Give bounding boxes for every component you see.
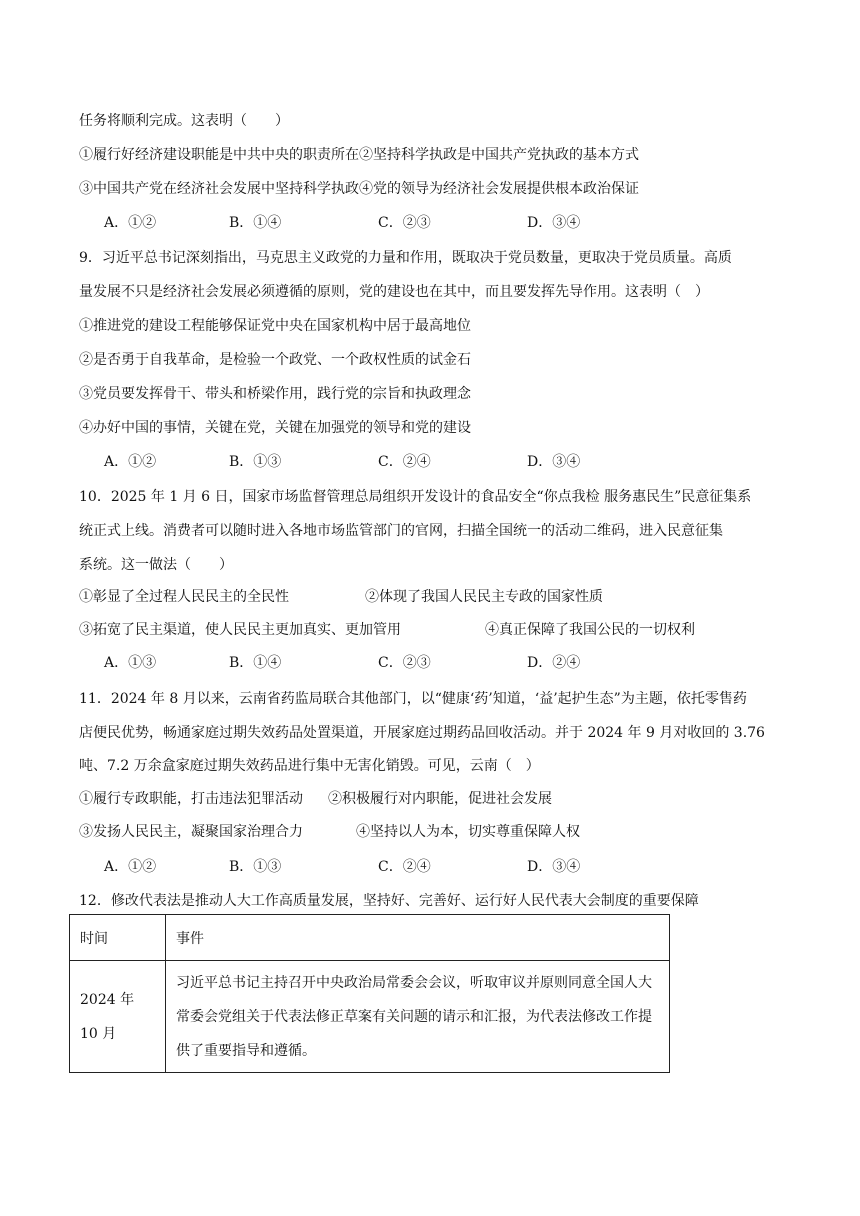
q11-statement-1: ①履行专政职能，打击违法犯罪活动 bbox=[79, 791, 303, 807]
q11-option-a[interactable]: A．①② bbox=[104, 859, 157, 875]
q9-option-b[interactable]: B．①③ bbox=[229, 454, 282, 470]
q10-statement-3: ③拓宽了民主渠道，使人民民主更加真实、更加管用 bbox=[79, 622, 401, 638]
q8-option-c[interactable]: C．②③ bbox=[378, 215, 431, 231]
q9-statement-3: ③党员要发挥骨干、带头和桥梁作用，践行党的宗旨和执政理念 bbox=[79, 386, 471, 402]
q10-stem-line-1: 10．2025 年 1 月 6 日，国家市场监督管理总局组织开发设计的食品安全“你点我检 服务惠民生”民意征集系 bbox=[79, 489, 752, 505]
q8-option-a[interactable]: A．①② bbox=[104, 215, 157, 231]
q12-stem: 12．修改代表法是推动人大工作高质量发展，坚持好、完善好、运行好人民代表大会制度的重要保障 bbox=[79, 893, 699, 909]
q10-option-b[interactable]: B．①④ bbox=[229, 655, 282, 671]
q10-option-d[interactable]: D．②④ bbox=[527, 655, 581, 671]
q10-statement-2: ②体现了我国人民民主专政的国家性质 bbox=[365, 589, 603, 605]
q11-stem-line-3: 吨、7.2 万余盒家庭过期失效药品进行集中无害化销毁。可见，云南（ ） bbox=[79, 758, 540, 774]
q8-statements-2: ③中国共产党在经济社会发展中坚持科学执政④党的领导为经济社会发展提供根本政治保证 bbox=[79, 181, 639, 197]
table-cell-time-text: 2024 年 10 月 bbox=[80, 991, 135, 1042]
q8-option-d[interactable]: D．③④ bbox=[527, 215, 581, 231]
q12-event-table bbox=[69, 914, 670, 1073]
table-header-time: 时间 bbox=[70, 915, 166, 961]
q8-statements-1: ①履行好经济建设职能是中共中央的职责所在②坚持科学执政是中国共产党执政的基本方式 bbox=[79, 147, 639, 163]
q9-option-d[interactable]: D．③④ bbox=[527, 454, 581, 470]
q11-option-b[interactable]: B．①③ bbox=[229, 859, 282, 875]
q9-option-a[interactable]: A．①② bbox=[104, 454, 157, 470]
q11-option-d[interactable]: D．③④ bbox=[527, 859, 581, 875]
q9-statement-2: ②是否勇于自我革命，是检验一个政党、一个政权性质的试金石 bbox=[79, 352, 471, 368]
table-cell-time bbox=[70, 961, 166, 1073]
q8-stem-continuation: 任务将顺利完成。这表明（ ） bbox=[79, 113, 289, 129]
table-header-row bbox=[70, 915, 670, 961]
table-cell-event bbox=[166, 961, 670, 1073]
q11-statement-3: ③发扬人民民主，凝聚国家治理合力 bbox=[79, 824, 303, 840]
q11-stem-line-2: 店便民优势，畅通家庭过期失效药品处置渠道，开展家庭过期药品回收活动。并于 2024 年 9 月对收回的 3.76 bbox=[79, 725, 765, 741]
table-cell-event-text: 习近平总书记主持召开中央政治局常委会会议，听取审议并原则同意全国人大常委会党组关于代表法修正草案有关问题的请示和汇报，为代表法修改工作提供了重要指导和遵循。 bbox=[176, 974, 652, 1059]
q9-statement-1: ①推进党的建设工程能够保证党中央在国家机构中居于最高地位 bbox=[79, 318, 471, 334]
q9-statement-4: ④办好中国的事情，关键在党，关键在加强党的领导和党的建设 bbox=[79, 420, 471, 436]
q10-option-c[interactable]: C．②③ bbox=[378, 655, 431, 671]
q8-option-b[interactable]: B．①④ bbox=[229, 215, 282, 231]
q10-statement-1: ①彰显了全过程人民民主的全民性 bbox=[79, 589, 289, 605]
q11-option-c[interactable]: C．②④ bbox=[378, 859, 431, 875]
table-row bbox=[70, 961, 670, 1073]
q9-option-c[interactable]: C．②④ bbox=[378, 454, 431, 470]
q10-option-a[interactable]: A．①③ bbox=[104, 655, 157, 671]
q10-stem-line-2: 统正式上线。消费者可以随时进入各地市场监管部门的官网，扫描全国统一的活动二维码，进入民意征集 bbox=[79, 523, 723, 539]
q10-statement-4: ④真正保障了我国公民的一切权利 bbox=[485, 622, 695, 638]
q11-statement-4: ④坚持以人为本，切实尊重保障人权 bbox=[356, 824, 580, 840]
q10-stem-line-3: 系统。这一做法（ ） bbox=[79, 557, 233, 573]
q9-stem-line-1: 9．习近平总书记深刻指出，马克思主义政党的力量和作用，既取决于党员数量，更取决于党员质量。高质 bbox=[79, 250, 732, 266]
table-header-event: 事件 bbox=[166, 915, 670, 961]
q9-stem-line-2: 量发展不只是经济社会发展必须遵循的原则，党的建设也在其中，而且要发挥先导作用。这表明（ ） bbox=[79, 284, 709, 300]
q11-stem-line-1: 11．2024 年 8 月以来，云南省药监局联合其他部门，以“健康‘药’知道，‘益’起护生态”为主题，依托零售药 bbox=[79, 691, 747, 707]
q11-statement-2: ②积极履行对内职能，促进社会发展 bbox=[328, 791, 552, 807]
